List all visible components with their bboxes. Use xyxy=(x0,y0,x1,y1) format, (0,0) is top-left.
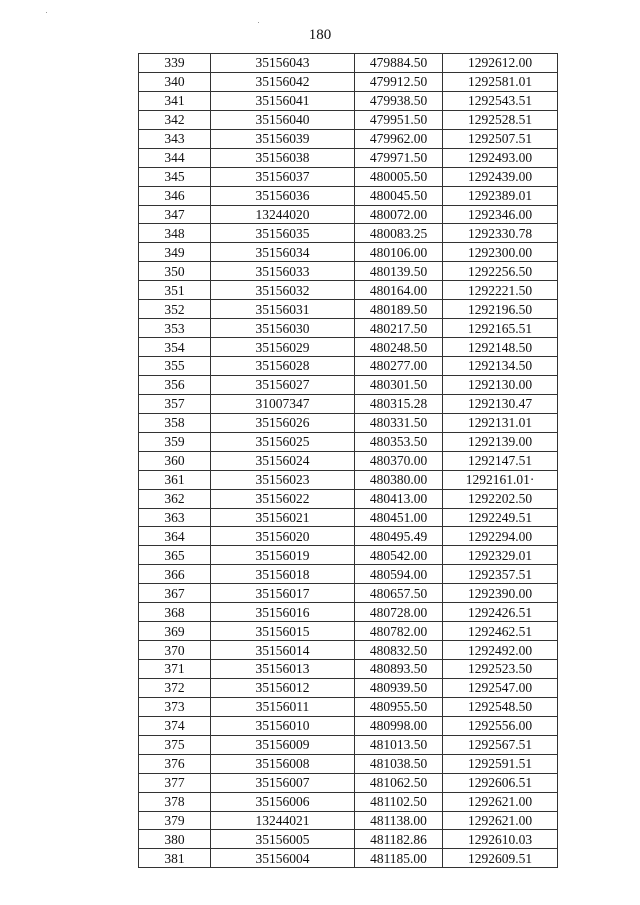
x-coordinate-cell: 481062.50 xyxy=(355,773,443,792)
x-coordinate-cell: 480832.50 xyxy=(355,641,443,660)
x-coordinate-cell: 479884.50 xyxy=(355,54,443,73)
point-id-cell: 35156023 xyxy=(211,470,355,489)
coordinate-table-body xyxy=(139,54,558,868)
point-id-cell: 35156028 xyxy=(211,357,355,376)
point-id-cell: 35156018 xyxy=(211,565,355,584)
point-number-cell: 365 xyxy=(139,546,211,565)
x-coordinate-cell: 480370.00 xyxy=(355,451,443,470)
point-id-cell: 35156037 xyxy=(211,167,355,186)
table-row xyxy=(139,432,558,451)
table-row xyxy=(139,754,558,773)
y-coordinate-cell: 1292606.51 xyxy=(443,773,558,792)
y-coordinate-cell: 1292581.01 xyxy=(443,72,558,91)
y-coordinate-cell: 1292196.50 xyxy=(443,300,558,319)
point-number-cell: 373 xyxy=(139,697,211,716)
y-coordinate-cell: 1292329.01 xyxy=(443,546,558,565)
table-row xyxy=(139,357,558,376)
point-number-cell: 379 xyxy=(139,811,211,830)
table-row xyxy=(139,338,558,357)
table-row xyxy=(139,584,558,603)
point-id-cell: 35156036 xyxy=(211,186,355,205)
y-coordinate-cell: 1292294.00 xyxy=(443,527,558,546)
table-row xyxy=(139,527,558,546)
point-id-cell: 31007347 xyxy=(211,394,355,413)
x-coordinate-cell: 480451.00 xyxy=(355,508,443,527)
y-coordinate-cell: 1292612.00 xyxy=(443,54,558,73)
point-id-cell: 35156022 xyxy=(211,489,355,508)
x-coordinate-cell: 480083.25 xyxy=(355,224,443,243)
y-coordinate-cell: 1292439.00 xyxy=(443,167,558,186)
y-coordinate-cell: 1292609.51 xyxy=(443,849,558,868)
point-number-cell: 364 xyxy=(139,527,211,546)
x-coordinate-cell: 481038.50 xyxy=(355,754,443,773)
table-row xyxy=(139,830,558,849)
point-id-cell: 35156004 xyxy=(211,849,355,868)
table-row xyxy=(139,735,558,754)
x-coordinate-cell: 480139.50 xyxy=(355,262,443,281)
point-number-cell: 369 xyxy=(139,622,211,641)
page-number: 180 xyxy=(308,27,332,43)
point-number-cell: 372 xyxy=(139,678,211,697)
table-row xyxy=(139,54,558,73)
point-id-cell: 35156016 xyxy=(211,603,355,622)
point-number-cell: 374 xyxy=(139,716,211,735)
point-number-cell: 375 xyxy=(139,735,211,754)
y-coordinate-cell: 1292139.00 xyxy=(443,432,558,451)
y-coordinate-cell: 1292556.00 xyxy=(443,716,558,735)
y-coordinate-cell: 1292426.51 xyxy=(443,603,558,622)
point-number-cell: 368 xyxy=(139,603,211,622)
x-coordinate-cell: 479938.50 xyxy=(355,91,443,110)
point-number-cell: 378 xyxy=(139,792,211,811)
x-coordinate-cell: 480277.00 xyxy=(355,357,443,376)
y-coordinate-cell: 1292492.00 xyxy=(443,641,558,660)
table-row xyxy=(139,186,558,205)
table-row xyxy=(139,773,558,792)
table-row xyxy=(139,224,558,243)
x-coordinate-cell: 480380.00 xyxy=(355,470,443,489)
point-number-cell: 371 xyxy=(139,660,211,679)
y-coordinate-cell: 1292621.00 xyxy=(443,811,558,830)
point-number-cell: 370 xyxy=(139,641,211,660)
point-id-cell: 35156014 xyxy=(211,641,355,660)
point-id-cell: 35156033 xyxy=(211,262,355,281)
point-number-cell: 359 xyxy=(139,432,211,451)
table-row xyxy=(139,148,558,167)
point-id-cell: 35156041 xyxy=(211,91,355,110)
point-number-cell: 380 xyxy=(139,830,211,849)
scan-speck xyxy=(46,12,47,13)
table-row xyxy=(139,811,558,830)
table-row xyxy=(139,91,558,110)
y-coordinate-cell: 1292591.51 xyxy=(443,754,558,773)
point-id-cell: 35156040 xyxy=(211,110,355,129)
table-row xyxy=(139,110,558,129)
point-number-cell: 356 xyxy=(139,375,211,394)
table-row xyxy=(139,243,558,262)
point-id-cell: 35156011 xyxy=(211,697,355,716)
y-coordinate-cell: 1292300.00 xyxy=(443,243,558,262)
y-coordinate-cell: 1292131.01 xyxy=(443,413,558,432)
point-number-cell: 381 xyxy=(139,849,211,868)
point-number-cell: 339 xyxy=(139,54,211,73)
point-id-cell: 35156006 xyxy=(211,792,355,811)
point-id-cell: 35156029 xyxy=(211,338,355,357)
point-id-cell: 13244020 xyxy=(211,205,355,224)
point-number-cell: 343 xyxy=(139,129,211,148)
y-coordinate-cell: 1292493.00 xyxy=(443,148,558,167)
x-coordinate-cell: 480301.50 xyxy=(355,375,443,394)
table-row xyxy=(139,72,558,91)
point-id-cell: 35156015 xyxy=(211,622,355,641)
point-number-cell: 351 xyxy=(139,281,211,300)
point-id-cell: 35156020 xyxy=(211,527,355,546)
point-number-cell: 361 xyxy=(139,470,211,489)
table-row xyxy=(139,565,558,584)
x-coordinate-cell: 481138.00 xyxy=(355,811,443,830)
x-coordinate-cell: 480728.00 xyxy=(355,603,443,622)
x-coordinate-cell: 480315.28 xyxy=(355,394,443,413)
table-row xyxy=(139,281,558,300)
point-id-cell: 35156009 xyxy=(211,735,355,754)
x-coordinate-cell: 480045.50 xyxy=(355,186,443,205)
point-id-cell: 35156007 xyxy=(211,773,355,792)
table-row xyxy=(139,167,558,186)
table-row xyxy=(139,262,558,281)
point-id-cell: 35156012 xyxy=(211,678,355,697)
y-coordinate-cell: 1292130.00 xyxy=(443,375,558,394)
y-coordinate-cell: 1292148.50 xyxy=(443,338,558,357)
point-number-cell: 353 xyxy=(139,319,211,338)
x-coordinate-cell: 480164.00 xyxy=(355,281,443,300)
x-coordinate-cell: 480189.50 xyxy=(355,300,443,319)
y-coordinate-cell: 1292528.51 xyxy=(443,110,558,129)
table-row xyxy=(139,792,558,811)
point-id-cell: 35156021 xyxy=(211,508,355,527)
y-coordinate-cell: 1292390.00 xyxy=(443,584,558,603)
x-coordinate-cell: 479951.50 xyxy=(355,110,443,129)
x-coordinate-cell: 480005.50 xyxy=(355,167,443,186)
point-id-cell: 35156034 xyxy=(211,243,355,262)
point-number-cell: 347 xyxy=(139,205,211,224)
point-number-cell: 340 xyxy=(139,72,211,91)
table-row xyxy=(139,508,558,527)
x-coordinate-cell: 480542.00 xyxy=(355,546,443,565)
point-id-cell: 35156042 xyxy=(211,72,355,91)
table-row xyxy=(139,319,558,338)
x-coordinate-cell: 481102.50 xyxy=(355,792,443,811)
point-id-cell: 35156017 xyxy=(211,584,355,603)
table-row xyxy=(139,641,558,660)
y-coordinate-cell: 1292130.47 xyxy=(443,394,558,413)
x-coordinate-cell: 480106.00 xyxy=(355,243,443,262)
point-number-cell: 376 xyxy=(139,754,211,773)
table-row xyxy=(139,451,558,470)
point-id-cell: 35156032 xyxy=(211,281,355,300)
y-coordinate-cell: 1292330.78 xyxy=(443,224,558,243)
table-row xyxy=(139,622,558,641)
point-id-cell: 35156038 xyxy=(211,148,355,167)
x-coordinate-cell: 480072.00 xyxy=(355,205,443,224)
x-coordinate-cell: 480217.50 xyxy=(355,319,443,338)
x-coordinate-cell: 481185.00 xyxy=(355,849,443,868)
table-row xyxy=(139,716,558,735)
table-row xyxy=(139,394,558,413)
y-coordinate-cell: 1292507.51 xyxy=(443,129,558,148)
x-coordinate-cell: 480594.00 xyxy=(355,565,443,584)
point-number-cell: 349 xyxy=(139,243,211,262)
table-row xyxy=(139,129,558,148)
table-row xyxy=(139,375,558,394)
y-coordinate-cell: 1292346.00 xyxy=(443,205,558,224)
y-coordinate-cell: 1292567.51 xyxy=(443,735,558,754)
x-coordinate-cell: 480782.00 xyxy=(355,622,443,641)
table-row xyxy=(139,413,558,432)
y-coordinate-cell: 1292249.51 xyxy=(443,508,558,527)
point-number-cell: 344 xyxy=(139,148,211,167)
point-number-cell: 362 xyxy=(139,489,211,508)
table-row xyxy=(139,849,558,868)
point-id-cell: 35156027 xyxy=(211,375,355,394)
scan-speck xyxy=(258,22,259,23)
y-coordinate-cell: 1292610.03 xyxy=(443,830,558,849)
point-number-cell: 350 xyxy=(139,262,211,281)
x-coordinate-cell: 481182.86 xyxy=(355,830,443,849)
y-coordinate-cell: 1292621.00 xyxy=(443,792,558,811)
y-coordinate-cell: 1292147.51 xyxy=(443,451,558,470)
y-coordinate-cell: 1292389.01 xyxy=(443,186,558,205)
point-id-cell: 35156031 xyxy=(211,300,355,319)
point-number-cell: 355 xyxy=(139,357,211,376)
x-coordinate-cell: 480331.50 xyxy=(355,413,443,432)
y-coordinate-cell: 1292523.50 xyxy=(443,660,558,679)
point-number-cell: 358 xyxy=(139,413,211,432)
point-id-cell: 35156008 xyxy=(211,754,355,773)
table-row xyxy=(139,300,558,319)
x-coordinate-cell: 480657.50 xyxy=(355,584,443,603)
y-coordinate-cell: 1292221.50 xyxy=(443,281,558,300)
point-number-cell: 357 xyxy=(139,394,211,413)
point-number-cell: 341 xyxy=(139,91,211,110)
point-id-cell: 35156010 xyxy=(211,716,355,735)
x-coordinate-cell: 479971.50 xyxy=(355,148,443,167)
x-coordinate-cell: 480939.50 xyxy=(355,678,443,697)
table-row xyxy=(139,697,558,716)
x-coordinate-cell: 480998.00 xyxy=(355,716,443,735)
table-row xyxy=(139,205,558,224)
table-row xyxy=(139,546,558,565)
point-number-cell: 348 xyxy=(139,224,211,243)
point-number-cell: 363 xyxy=(139,508,211,527)
y-coordinate-cell: 1292202.50 xyxy=(443,489,558,508)
table-row xyxy=(139,678,558,697)
point-number-cell: 352 xyxy=(139,300,211,319)
table-row xyxy=(139,489,558,508)
point-id-cell: 35156043 xyxy=(211,54,355,73)
y-coordinate-cell: 1292547.00 xyxy=(443,678,558,697)
x-coordinate-cell: 480248.50 xyxy=(355,338,443,357)
x-coordinate-cell: 481013.50 xyxy=(355,735,443,754)
table-row xyxy=(139,470,558,489)
point-id-cell: 35156025 xyxy=(211,432,355,451)
point-id-cell: 35156030 xyxy=(211,319,355,338)
x-coordinate-cell: 480413.00 xyxy=(355,489,443,508)
point-id-cell: 35156005 xyxy=(211,830,355,849)
coordinate-table xyxy=(138,53,558,868)
y-coordinate-cell: 1292543.51 xyxy=(443,91,558,110)
y-coordinate-cell: 1292548.50 xyxy=(443,697,558,716)
x-coordinate-cell: 479912.50 xyxy=(355,72,443,91)
y-coordinate-cell: 1292165.51 xyxy=(443,319,558,338)
y-coordinate-cell: 1292161.01· xyxy=(443,470,558,489)
point-id-cell: 35156024 xyxy=(211,451,355,470)
y-coordinate-cell: 1292256.50 xyxy=(443,262,558,281)
table-row xyxy=(139,660,558,679)
x-coordinate-cell: 480893.50 xyxy=(355,660,443,679)
point-number-cell: 345 xyxy=(139,167,211,186)
y-coordinate-cell: 1292357.51 xyxy=(443,565,558,584)
point-number-cell: 346 xyxy=(139,186,211,205)
point-number-cell: 354 xyxy=(139,338,211,357)
table-row xyxy=(139,603,558,622)
point-number-cell: 360 xyxy=(139,451,211,470)
point-id-cell: 35156026 xyxy=(211,413,355,432)
y-coordinate-cell: 1292134.50 xyxy=(443,357,558,376)
x-coordinate-cell: 480353.50 xyxy=(355,432,443,451)
point-number-cell: 377 xyxy=(139,773,211,792)
point-number-cell: 342 xyxy=(139,110,211,129)
x-coordinate-cell: 480495.49 xyxy=(355,527,443,546)
x-coordinate-cell: 479962.00 xyxy=(355,129,443,148)
point-number-cell: 367 xyxy=(139,584,211,603)
point-id-cell: 13244021 xyxy=(211,811,355,830)
point-id-cell: 35156035 xyxy=(211,224,355,243)
point-number-cell: 366 xyxy=(139,565,211,584)
point-id-cell: 35156013 xyxy=(211,660,355,679)
x-coordinate-cell: 480955.50 xyxy=(355,697,443,716)
y-coordinate-cell: 1292462.51 xyxy=(443,622,558,641)
point-id-cell: 35156019 xyxy=(211,546,355,565)
point-id-cell: 35156039 xyxy=(211,129,355,148)
